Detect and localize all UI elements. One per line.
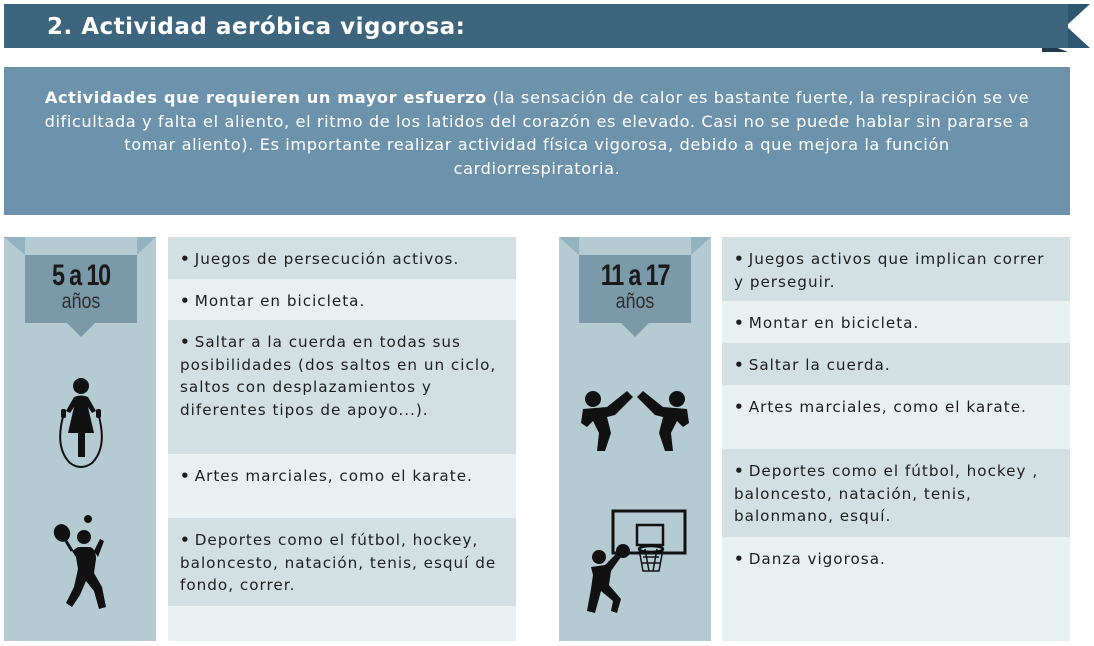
karate-kick-icon — [577, 387, 693, 453]
bullet-icon: • — [180, 333, 191, 351]
age-badge — [579, 255, 691, 323]
list-item-text: Deportes como el fútbol, hockey , baloncesto, natación, tenis, balonmano, esquí. — [734, 462, 1039, 525]
bullet-icon: • — [734, 250, 745, 268]
list-item — [168, 518, 516, 606]
jump-rope-icon — [50, 377, 112, 469]
age-unit: años — [61, 290, 101, 313]
list-item-text: Montar en bicicleta. — [194, 292, 366, 310]
age-unit: años — [615, 290, 655, 313]
activity-list-11-17 — [722, 237, 1070, 641]
section-title: 2. Actividad aeróbica vigorosa: — [47, 14, 466, 40]
list-item-text: Saltar a la cuerda en todas sus posibilidades (dos saltos en un ciclo, saltos con desplazamientos y diferentes tipos de apoyo...). — [180, 333, 497, 419]
list-item — [722, 237, 1070, 301]
list-item — [168, 237, 516, 279]
list-item — [722, 449, 1070, 537]
section-header-ribbon — [4, 4, 1090, 52]
badge-pointer — [67, 323, 95, 337]
bullet-icon: • — [180, 531, 191, 549]
basketball-player-icon — [581, 505, 691, 617]
age-column-11-17 — [559, 237, 711, 641]
bullet-icon: • — [180, 292, 191, 310]
bullet-icon: • — [180, 250, 191, 268]
age-badge — [25, 255, 137, 323]
intro-box — [4, 67, 1070, 215]
bullet-icon: • — [734, 314, 745, 332]
list-item-text: Juegos de persecución activos. — [194, 250, 460, 268]
intro-bold-text: Actividades que requieren un mayor esfuerzo — [44, 88, 487, 107]
bullet-icon: • — [734, 356, 745, 374]
list-item — [722, 385, 1070, 449]
list-item — [168, 279, 516, 320]
age-range: 11 a 17 — [600, 259, 670, 292]
bullet-icon: • — [734, 550, 745, 568]
tennis-player-icon — [50, 513, 112, 613]
intro-body-text: (la sensación de calor es bastante fuerte, la respiración se ve dificultada y falta el aliento, el ritmo de los latidos del corazón es elevado. Casi no se puede hablar sin pararse a tomar aliento). Es importante realizar actividad física vigorosa, debido a que mejora la función cardiorrespiratoria. — [44, 88, 1030, 178]
list-item — [168, 454, 516, 518]
list-item-text: Montar en bicicleta. — [748, 314, 920, 332]
list-item-text: Deportes como el fútbol, hockey, baloncesto, natación, tenis, esquí de fondo, correr. — [180, 531, 497, 594]
bullet-icon: • — [180, 467, 191, 485]
activity-list-5-10 — [168, 237, 516, 641]
list-item-text: Juegos activos que implican correr y perseguir. — [734, 250, 1045, 291]
list-item-text: Saltar la cuerda. — [748, 356, 891, 374]
badge-pointer — [621, 323, 649, 337]
list-item-text: Danza vigorosa. — [748, 550, 886, 568]
list-item — [168, 320, 516, 454]
list-item — [722, 301, 1070, 343]
list-item — [722, 343, 1070, 385]
age-column-5-10 — [4, 237, 156, 641]
bullet-icon: • — [734, 462, 745, 480]
list-filler — [168, 606, 516, 641]
age-range: 5 a 10 — [51, 259, 111, 292]
list-item-text: Artes marciales, como el karate. — [748, 398, 1027, 416]
list-item-text: Artes marciales, como el karate. — [194, 467, 473, 485]
bullet-icon: • — [734, 398, 745, 416]
intro-text — [44, 86, 1030, 180]
list-item — [722, 537, 1070, 641]
